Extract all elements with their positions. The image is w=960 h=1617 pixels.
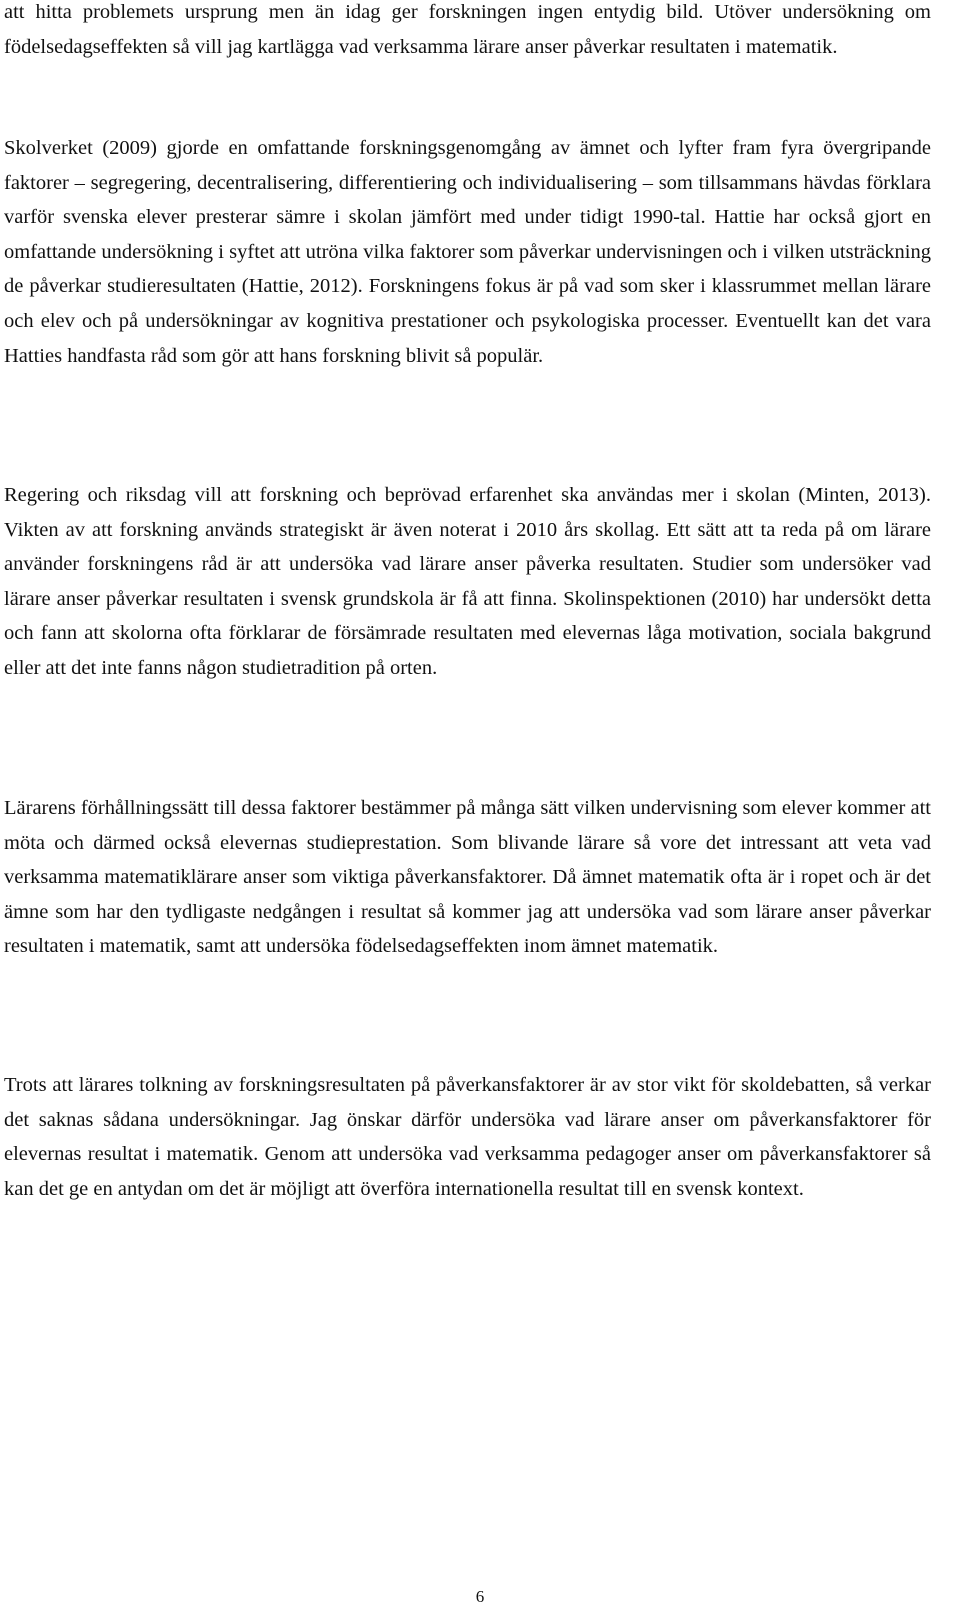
- body-paragraph: Lärarens förhållningssätt till dessa faktorer bestämmer på många sätt vilken undervisning som elever kommer att möta och därmed också elevernas studieprestation. Som blivande lärare så vore det intressant att veta vad verksamma matematiklärare anser som viktiga påverkansfaktorer. Då ämnet matematik ofta är i ropet och är det ämne som har den tydligaste nedgången i resultat så kommer jag att undersöka vad som lärare anser påverkar resultaten i matematik, samt att undersöka födelsedagseffekten inom ämnet matematik.: [4, 797, 931, 958]
- page-number: 6: [475, 1587, 485, 1606]
- body-paragraph: Trots att lärares tolkning av forskningsresultaten på påverkansfaktorer är av stor vikt för skoldebatten, så verkar det saknas sådana undersökningar. Jag önskar därför undersöka vad lärare anser om påverkansfaktorer för elevernas resultat i matematik. Genom att undersöka vad verksamma pedagoger anser om påverkansfaktorer så kan det ge en antydan om det är möjligt att överföra internationella resultat till en svensk kontext.: [4, 1074, 931, 1200]
- body-paragraph-continued: att hitta problemets ursprung men än idag ger forskningen ingen entydig bild. Utöver undersökning om födelsedagseffekten så vill jag kartlägga vad verksamma lärare anser påverkar resultaten i matematik.: [4, 1, 931, 58]
- body-paragraph: Regering och riksdag vill att forskning och beprövad erfarenhet ska användas mer i skolan (Minten, 2013). Vikten av att forskning används strategiskt är även noterat i 2010 års skollag. Ett sätt att ta reda på om lärare använder forskningens råd är att undersöka vad lärare anser påverka resultaten. Studier som undersöker vad lärare anser påverkar resultaten i svensk grundskola är få att finna. Skolinspektionen (2010) har undersökt detta och fann att skolorna ofta förklarar de försämrade resultaten med elevernas låga motivation, sociala bakgrund eller att det inte fanns någon studietradition på orten.: [4, 484, 931, 679]
- body-paragraph: Skolverket (2009) gjorde en omfattande forskningsgenomgång av ämnet och lyfter fram fyra övergripande faktorer – segregering, decentralisering, differentiering och individualisering – som tillsammans hävdas förklara varför svenska elever presterar sämre i skolan jämfört med under tidigt 1990-tal. Hattie har också gjort en omfattande undersökning i syftet att utröna vilka faktorer som påverkar undervisningen och i vilken utsträckning de påverkar studieresultaten (Hattie, 2012). Forskningens fokus är på vad som sker i klassrummet mellan lärare och elev och på undersökningar av kognitiva prestationer och psykologiska processer. Eventuellt kan det vara Hatties handfasta råd som gör att hans forskning blivit så populär.: [4, 137, 931, 367]
